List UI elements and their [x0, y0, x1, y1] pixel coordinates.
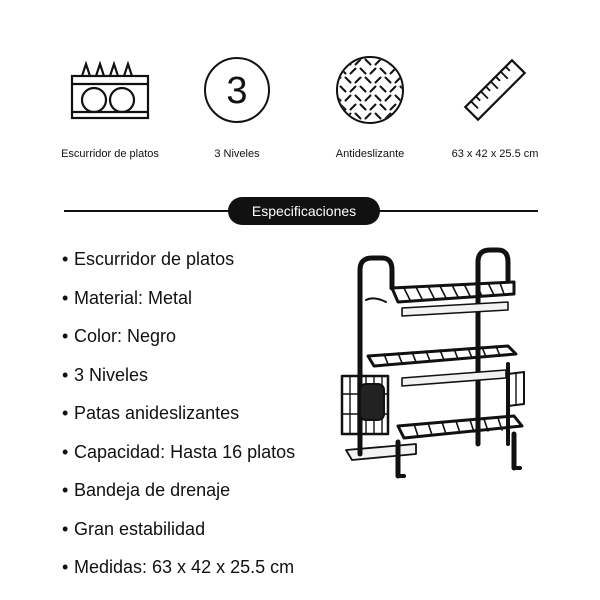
section-title: Especificaciones	[228, 197, 380, 225]
bullet: •	[62, 557, 69, 577]
spec-list	[62, 246, 295, 593]
slash-mark	[401, 69, 406, 74]
slash-mark	[376, 96, 381, 101]
spec-item	[62, 554, 295, 593]
slash-mark	[361, 105, 366, 110]
slash-mark	[356, 96, 361, 101]
bullet: •	[62, 518, 69, 539]
slash-mark	[386, 78, 391, 83]
spec-item	[62, 323, 295, 362]
feature-caption: 3 Niveles	[214, 148, 260, 160]
slash-mark	[381, 105, 386, 110]
anti-slip-pattern-icon	[334, 54, 406, 126]
slash-mark	[396, 60, 401, 65]
bullet: •	[62, 441, 69, 462]
slash-mark	[376, 114, 381, 119]
slash-mark	[371, 87, 376, 92]
slash-mark	[341, 87, 346, 92]
spec-item	[62, 400, 295, 439]
spec-text: Capacidad: Hasta 16 platos	[74, 441, 296, 462]
slash-mark	[391, 87, 396, 92]
slash-mark	[386, 96, 391, 101]
spec-item	[62, 285, 295, 324]
slash-mark	[361, 69, 366, 74]
feature-dimensions	[420, 50, 570, 160]
feature-caption: 63 x 42 x 25.5 cm	[451, 148, 539, 160]
divider-left	[64, 210, 234, 212]
dish-rack-icon	[68, 58, 152, 122]
spec-item	[62, 477, 295, 516]
spec-text: 3 Niveles	[74, 364, 149, 385]
spec-text: Escurridor de platos	[74, 249, 235, 269]
spec-text: Material: Metal	[74, 287, 193, 308]
bullet: •	[62, 287, 69, 308]
spec-text: Bandeja de drenaje	[74, 480, 231, 500]
slash-mark	[381, 69, 386, 74]
slash-mark	[366, 78, 371, 83]
spec-text: Color: Negro	[74, 326, 177, 346]
divider-right	[374, 210, 538, 212]
feature-caption: Antideslizante	[335, 148, 405, 160]
bullet: •	[62, 364, 69, 385]
spec-item	[62, 439, 295, 478]
slash-mark	[366, 60, 371, 65]
ruler-icon	[460, 55, 530, 125]
slash-mark	[356, 114, 361, 119]
slash-mark	[366, 114, 371, 119]
slash-mark	[391, 105, 396, 110]
feature-caption: Escurridor de platos	[61, 148, 159, 160]
bullet: •	[62, 480, 69, 500]
slash-mark	[346, 78, 351, 83]
spec-item	[62, 246, 295, 285]
dish-rack-product-image	[338, 244, 528, 484]
slash-mark	[376, 78, 381, 83]
slash-mark	[336, 114, 341, 119]
slash-mark	[396, 114, 401, 119]
spec-text: Gran estabilidad	[74, 518, 206, 539]
slash-mark	[371, 69, 376, 74]
slash-mark	[361, 87, 366, 92]
spec-item	[62, 516, 295, 555]
slash-mark	[351, 87, 356, 92]
slash-mark	[376, 60, 381, 65]
levels-number: 3	[226, 70, 248, 112]
slash-mark	[381, 87, 386, 92]
slash-mark	[356, 78, 361, 83]
number-circle-icon	[202, 55, 272, 125]
slash-mark	[351, 69, 356, 74]
slash-mark	[346, 96, 351, 101]
slash-mark	[396, 78, 401, 83]
slash-mark	[401, 105, 406, 110]
slash-mark	[336, 60, 341, 65]
spec-text: Patas anideslizantes	[74, 403, 240, 423]
slash-mark	[366, 96, 371, 101]
spec-item	[62, 362, 295, 401]
bullet: •	[62, 249, 69, 269]
spec-text: Medidas: 63 x 42 x 25.5 cm	[74, 557, 295, 577]
feature-levels	[162, 50, 312, 160]
bullet: •	[62, 326, 69, 346]
bullet: •	[62, 403, 69, 423]
slash-mark	[371, 105, 376, 110]
slash-mark	[351, 105, 356, 110]
slash-mark	[396, 96, 401, 101]
